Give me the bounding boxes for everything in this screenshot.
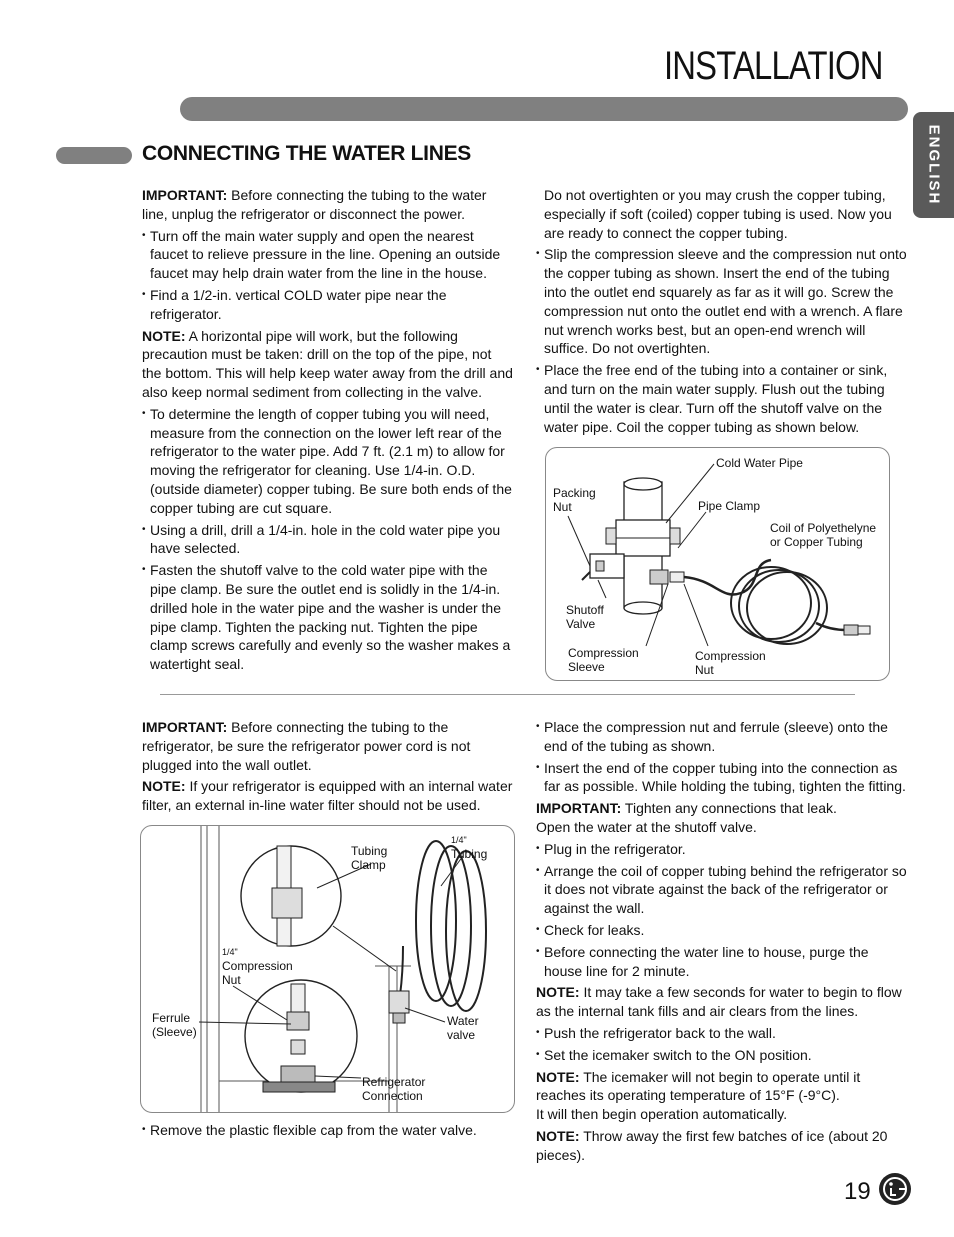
- list-item: [142, 521, 514, 559]
- list-item: [142, 286, 514, 324]
- list-item: [536, 361, 908, 436]
- label-line: Sleeve: [568, 660, 605, 674]
- list-item: [536, 1046, 908, 1065]
- important-lead: IMPORTANT:: [142, 719, 228, 735]
- bullet-text: Set the icemaker switch to the ON position.: [544, 1046, 812, 1063]
- label-fraction: 1/4": [222, 947, 238, 957]
- note-text: Throw away the first few batches of ice (about 20 pieces).: [536, 1127, 888, 1163]
- section-title: CONNECTING THE WATER LINES: [142, 142, 471, 165]
- list-item: [536, 862, 908, 918]
- bullet-dot: •: [142, 288, 146, 300]
- note-lead: NOTE:: [142, 778, 186, 795]
- note-text: The icemaker will not begin to operate until it reaches its operating temperature of 15°F (-9°C).: [536, 1068, 861, 1104]
- bullet-dot: •: [536, 864, 540, 876]
- label-line: Shutoff: [566, 603, 604, 617]
- bullet-text: Insert the end of the copper tubing into the connection as far as possible. While holding the tubing, tighten the fitting.: [544, 759, 906, 795]
- language-tab-label: ENGLISH: [925, 124, 942, 206]
- section-marker: [56, 147, 132, 164]
- list-item: [536, 921, 908, 940]
- label-packing-nut: [553, 486, 596, 514]
- bullet-dot: •: [536, 923, 540, 935]
- bullet-text: Slip the compression sleeve and the compression nut onto the copper tubing as shown. Insert the end of the tubing into the outlet end squarely as far as it will go. Screw the compression nut onto the outlet end with a wrench. A flare nut wrench works best, but an open-end wrench will suffice. Do not overtighten.: [544, 246, 907, 357]
- list-item: [142, 561, 514, 674]
- list-item: [142, 405, 514, 518]
- note-paragraph: [142, 777, 514, 815]
- important-lead: IMPORTANT:: [142, 187, 228, 203]
- bullet-text: Push the refrigerator back to the wall.: [544, 1024, 776, 1041]
- label-tubing: [451, 832, 487, 861]
- label-cold-water-pipe: Cold Water Pipe: [716, 456, 803, 470]
- note-lead: NOTE:: [142, 327, 186, 344]
- header-bar: [180, 97, 908, 121]
- bullet-text: Turn off the main water supply and open the nearest faucet to relieve pressure in the line. Opening an outside faucet may help drain water from the line in the house.: [150, 227, 501, 282]
- label-line: (Sleeve): [152, 1025, 197, 1039]
- label-line: Compression: [568, 646, 639, 660]
- note-text: It may take a few seconds for water to begin to flow as the internal tank fills and air clears from the lines.: [536, 984, 902, 1020]
- note-paragraph: [536, 1068, 908, 1106]
- list-item: [536, 943, 908, 981]
- language-tab: [913, 112, 954, 218]
- list-item: [142, 1121, 514, 1140]
- bullet-dot: •: [142, 564, 146, 576]
- bullet-dot: •: [536, 945, 540, 957]
- label-line: Ferrule: [152, 1011, 191, 1025]
- note-paragraph: [536, 983, 908, 1021]
- shutoff-valve-figure: [545, 447, 890, 681]
- bullet-dot: •: [536, 761, 540, 773]
- refrigerator-connection-figure: [140, 825, 515, 1113]
- important-text: Before connecting the tubing to the water line, unplug the refrigerator or disconnect the power.: [142, 187, 487, 222]
- page-number: 19: [844, 1178, 871, 1205]
- bottom-left-column: [142, 718, 514, 818]
- bullet-text: Arrange the coil of copper tubing behind the refrigerator so it does not vibrate against the back of the refrigerator or against the wall.: [544, 862, 907, 917]
- note-lead: NOTE:: [536, 984, 580, 1001]
- label-tubing-clamp: [351, 844, 387, 872]
- note-text: A horizontal pipe will work, but the following precaution must be taken: drill on the top of the pipe, not the bottom. This will help keep water away from the drill and also keep normal sediment from collecting in the valve.: [142, 327, 513, 400]
- bullet-dot: •: [536, 1048, 540, 1060]
- label-line: Clamp: [351, 858, 386, 872]
- important-paragraph: [142, 718, 514, 774]
- lg-logo-icon: [878, 1172, 912, 1206]
- paragraph: Do not overtighten or you may crush the copper tubing, especially if soft (coiled) copper tubing is used. Now you are ready to connect the copper tubing.: [544, 187, 892, 241]
- label-line: or Copper Tubing: [770, 535, 863, 549]
- bullet-text: Place the compression nut and ferrule (sleeve) onto the end of the tubing as shown.: [544, 719, 888, 754]
- label-pipe-clamp: Pipe Clamp: [698, 499, 761, 513]
- page-title: INSTALLATION: [664, 44, 883, 88]
- label-shutoff-valve: [566, 603, 604, 631]
- list-item: [536, 759, 908, 797]
- label-fraction: 1/4": [451, 835, 467, 845]
- bullet-dot: •: [536, 1026, 540, 1038]
- label-ferrule: [152, 1011, 197, 1039]
- list-item: [536, 718, 908, 756]
- label-line: Coil of Polyethelyne: [770, 521, 877, 535]
- top-right-column: [536, 186, 908, 439]
- important-paragraph: [536, 799, 908, 818]
- label-line: Nut: [553, 500, 572, 514]
- label-line: Nut: [222, 973, 241, 987]
- label-line: Water: [447, 1014, 479, 1028]
- label-water-valve: [447, 1014, 479, 1042]
- bullet-text: Before connecting the water line to house, purge the house line for 2 minute.: [544, 943, 869, 979]
- note-lead: NOTE:: [536, 1127, 580, 1144]
- list-item: [536, 840, 908, 859]
- bullet-text: Using a drill, drill a 1/4-in. hole in the cold water pipe you have selected.: [150, 521, 501, 557]
- label-compression-nut: [695, 649, 766, 677]
- important-text: Before connecting the tubing to the refrigerator, be sure the refrigerator power cord is not plugged into the wall outlet.: [142, 719, 471, 773]
- refrigerator-connection-illustration: [141, 826, 514, 1112]
- important-text: Tighten any connections that leak.: [621, 800, 837, 817]
- bullet-text: Fasten the shutoff valve to the cold water pipe with the pipe clamp. Be sure the outlet end is solidly in the 1/4-in. drilled hole in the water pipe and the washer is under the pipe clamp. Tighten the packing nut. Tighten the pipe clamp screws carefully and evenly so the washer makes a watertight seal.: [150, 562, 511, 673]
- bullet-text: Find a 1/2-in. vertical COLD water pipe near the refrigerator.: [150, 286, 447, 322]
- bullet-dot: •: [142, 523, 146, 535]
- label-line: Connection: [362, 1089, 423, 1103]
- paragraph: It will then begin operation automatically.: [536, 1106, 788, 1123]
- bullet-dot: •: [142, 1124, 146, 1135]
- remove-cap-step: [142, 1121, 514, 1143]
- section-divider: [160, 694, 855, 695]
- label-line: valve: [447, 1028, 476, 1042]
- bottom-right-column: [536, 718, 908, 1168]
- bullet-text: Remove the plastic flexible cap from the water valve.: [150, 1122, 477, 1138]
- note-text: If your refrigerator is equipped with an internal water filter, an external in-line water filter should not be used.: [142, 778, 513, 814]
- label-compression-sleeve: [568, 646, 639, 674]
- bullet-text: To determine the length of copper tubing you will need, measure from the connection on the lower left rear of the refrigerator to the water pipe. Add 7 ft. (2.1 m) to allow for moving the refrigerator for cleaning. Use 1/4-in. O.D. (outside diameter) copper tubing. Be sure both ends of the copper tubing are cut square.: [150, 405, 512, 516]
- note-paragraph: [536, 1127, 908, 1165]
- list-item: [536, 245, 908, 358]
- label-coil: [770, 521, 876, 549]
- top-left-column: [142, 186, 514, 677]
- label-line: Packing: [553, 486, 596, 500]
- label-refrigerator-connection: [362, 1075, 425, 1103]
- bullet-dot: •: [536, 721, 540, 732]
- label-line: Tubing: [451, 847, 488, 861]
- bullet-text: Place the free end of the tubing into a container or sink, and turn on the main water supply. Flush out the tubing until the water is clear. Turn off the shutoff valve on the water pipe. Coil the copper tubing as shown below.: [544, 362, 888, 435]
- label-line: Compression: [222, 959, 293, 973]
- bullet-text: Check for leaks.: [544, 921, 645, 938]
- label-line: Nut: [695, 663, 714, 677]
- important-paragraph: [142, 186, 514, 224]
- bullet-dot: •: [142, 407, 146, 419]
- bullet-text: Plug in the refrigerator.: [544, 840, 686, 857]
- label-line: Tubing: [351, 844, 388, 858]
- bullet-dot: •: [536, 248, 540, 260]
- bullet-dot: •: [536, 842, 540, 854]
- bullet-dot: •: [142, 229, 146, 241]
- label-line: Refrigerator: [362, 1075, 426, 1089]
- bullet-dot: •: [536, 364, 540, 376]
- list-item: [536, 1024, 908, 1043]
- note-paragraph: [142, 327, 514, 402]
- label-line: Compression: [695, 649, 766, 663]
- label-line: Valve: [566, 617, 596, 631]
- note-lead: NOTE:: [536, 1068, 580, 1085]
- label-compression-nut: [222, 944, 293, 987]
- paragraph: Open the water at the shutoff valve.: [536, 818, 757, 835]
- list-item: [142, 227, 514, 283]
- important-lead: IMPORTANT:: [536, 800, 622, 817]
